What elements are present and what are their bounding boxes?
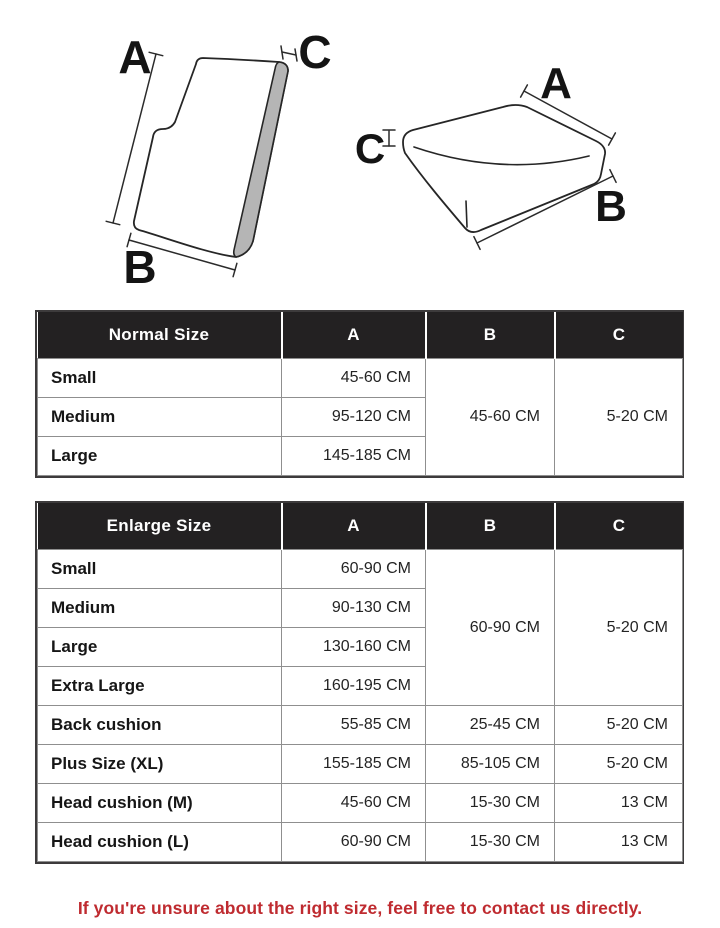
cushion-corner-edge bbox=[466, 201, 467, 227]
value-c: 13 CM bbox=[555, 784, 683, 823]
left-label-a: A bbox=[118, 31, 152, 83]
right-label-a: A bbox=[540, 59, 572, 108]
dim-tick bbox=[521, 85, 528, 97]
value-c: 13 CM bbox=[555, 823, 683, 862]
value-a: 95-120 CM bbox=[282, 398, 426, 437]
dim-tick bbox=[609, 133, 616, 145]
column-header-a: A bbox=[282, 503, 426, 550]
row-label: Large bbox=[38, 628, 282, 667]
column-header-c: C bbox=[555, 312, 683, 359]
value-b: 15-30 CM bbox=[426, 823, 555, 862]
right-label-c: C bbox=[354, 125, 386, 172]
value-a: 155-185 CM bbox=[282, 745, 426, 784]
row-label: Head cushion (M) bbox=[38, 784, 282, 823]
table-title: Enlarge Size bbox=[38, 503, 282, 550]
cushion-3d-outline bbox=[403, 105, 605, 232]
row-label: Plus Size (XL) bbox=[38, 745, 282, 784]
value-a: 160-195 CM bbox=[282, 667, 426, 706]
value-a: 55-85 CM bbox=[282, 706, 426, 745]
row-label: Medium bbox=[38, 398, 282, 437]
table-row bbox=[38, 745, 683, 784]
size-help-note: If you're unsure about the right size, feel free to contact us directly. bbox=[77, 898, 643, 918]
column-header-a: A bbox=[282, 312, 426, 359]
value-a: 145-185 CM bbox=[282, 437, 426, 476]
row-label: Small bbox=[38, 550, 282, 589]
merged-value-c: 5-20 CM bbox=[555, 550, 683, 706]
table-row bbox=[38, 706, 683, 745]
value-b: 25-45 CM bbox=[426, 706, 555, 745]
merged-value-c: 5-20 CM bbox=[555, 359, 683, 476]
value-b: 85-105 CM bbox=[426, 745, 555, 784]
value-c: 5-20 CM bbox=[555, 706, 683, 745]
dim-line-c bbox=[282, 52, 296, 55]
table-row bbox=[38, 784, 683, 823]
row-label: Extra Large bbox=[38, 667, 282, 706]
table-row bbox=[38, 823, 683, 862]
value-a: 130-160 CM bbox=[282, 628, 426, 667]
value-a: 45-60 CM bbox=[282, 784, 426, 823]
value-b: 15-30 CM bbox=[426, 784, 555, 823]
merged-value-b: 45-60 CM bbox=[426, 359, 555, 476]
value-a: 90-130 CM bbox=[282, 589, 426, 628]
enlarge-size-table bbox=[35, 501, 684, 864]
right-label-b: B bbox=[595, 182, 627, 231]
row-label: Back cushion bbox=[38, 706, 282, 745]
value-a: 60-90 CM bbox=[282, 823, 426, 862]
row-label: Small bbox=[38, 359, 282, 398]
right-cushion-diagram bbox=[355, 59, 627, 249]
value-c: 5-20 CM bbox=[555, 745, 683, 784]
dim-tick bbox=[281, 46, 283, 59]
dim-tick bbox=[295, 49, 297, 61]
normal-size-table bbox=[35, 310, 684, 478]
dim-tick bbox=[474, 237, 480, 250]
value-a: 45-60 CM bbox=[282, 359, 426, 398]
left-label-b: B bbox=[123, 241, 157, 293]
cushion-dimension-diagrams bbox=[0, 0, 720, 300]
value-a: 60-90 CM bbox=[282, 550, 426, 589]
table-row bbox=[38, 550, 683, 589]
left-label-c: C bbox=[298, 26, 332, 78]
table-header-row bbox=[38, 503, 683, 550]
dim-tick bbox=[610, 170, 616, 183]
column-header-b: B bbox=[426, 503, 555, 550]
table-row bbox=[38, 359, 683, 398]
row-label: Medium bbox=[38, 589, 282, 628]
table-title: Normal Size bbox=[38, 312, 282, 359]
merged-value-b: 60-90 CM bbox=[426, 550, 555, 706]
table-header-row bbox=[38, 312, 683, 359]
row-label: Large bbox=[38, 437, 282, 476]
row-label: Head cushion (L) bbox=[38, 823, 282, 862]
left-cushion-diagram bbox=[106, 26, 331, 293]
column-header-c: C bbox=[555, 503, 683, 550]
column-header-b: B bbox=[426, 312, 555, 359]
